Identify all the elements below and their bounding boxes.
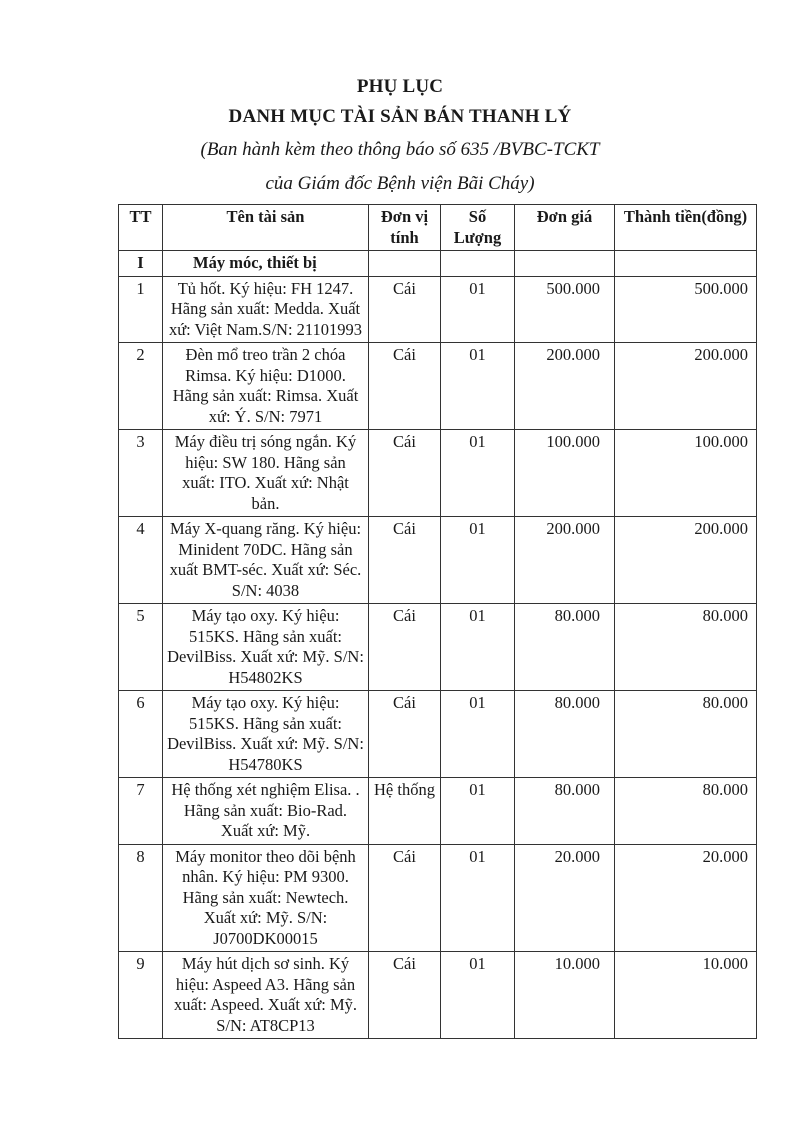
cell-name: Máy điều trị sóng ngắn. Ký hiệu: SW 180. Hãng sản xuất: ITO. Xuất xứ: Nhật bản. [163,430,369,517]
table-row [119,517,757,604]
cell-qty: 01 [441,517,515,604]
cell-total: 500.000 [615,276,757,343]
group-name: Máy móc, thiết bị [163,251,369,277]
table-row [119,343,757,430]
cell-total: 80.000 [615,604,757,691]
cell-unit: Cái [369,430,441,517]
cell-name: Hệ thống xét nghiệm Elisa. . Hãng sản xuất: Bio-Rad. Xuất xứ: Mỹ. [163,778,369,845]
subtitle-line-2: của Giám đốc Bệnh viện Bãi Cháy) [265,173,535,194]
cell-total: 200.000 [615,517,757,604]
cell-total: 20.000 [615,844,757,952]
cell-name: Đèn mổ treo trần 2 chóa Rimsa. Ký hiệu: D1000. Hãng sản xuất: Rimsa. Xuất xứ: Ý. S/N: 7971 [163,343,369,430]
cell-price: 200.000 [515,517,615,604]
cell-price: 20.000 [515,844,615,952]
cell-tt: 8 [119,844,163,952]
table-row [119,844,757,952]
header-price: Đơn giá [515,205,615,251]
group-row [119,251,757,277]
appendix-title: PHỤ LỤC [356,76,444,97]
cell-qty: 01 [441,343,515,430]
cell-qty: 01 [441,952,515,1039]
cell-price: 500.000 [515,276,615,343]
cell-name: Máy tạo oxy. Ký hiệu: 515KS. Hãng sản xuất: DevilBiss. Xuất xứ: Mỹ. S/N: H54802KS [163,604,369,691]
list-title: DANH MỤC TÀI SẢN BÁN THANH LÝ [228,106,572,127]
cell-unit: Cái [369,952,441,1039]
cell-price: 80.000 [515,691,615,778]
table-row [119,276,757,343]
cell-qty: 01 [441,276,515,343]
cell-total: 100.000 [615,430,757,517]
cell-price: 80.000 [515,604,615,691]
cell-name: Máy X-quang răng. Ký hiệu: Minident 70DC. Hãng sản xuất BMT-séc. Xuất xứ: Séc. S/N: 4038 [163,517,369,604]
cell-name: Máy tạo oxy. Ký hiệu: 515KS. Hãng sản xuất: DevilBiss. Xuất xứ: Mỹ. S/N: H54780KS [163,691,369,778]
cell-qty: 01 [441,691,515,778]
cell-tt: 6 [119,691,163,778]
cell-total: 80.000 [615,778,757,845]
cell-name: Máy monitor theo dõi bệnh nhân. Ký hiệu: PM 9300. Hãng sản xuất: Newtech. Xuất xứ: Mỹ. S/N: J0700DK00015 [163,844,369,952]
table-row [119,430,757,517]
cell-unit: Cái [369,343,441,430]
group-empty-cell [441,251,515,277]
cell-unit: Cái [369,517,441,604]
group-empty-cell [515,251,615,277]
cell-total: 10.000 [615,952,757,1039]
header-qty: Số Lượng [441,205,515,251]
group-tt: I [119,251,163,277]
cell-total: 200.000 [615,343,757,430]
cell-unit: Cái [369,276,441,343]
table-row [119,691,757,778]
cell-qty: 01 [441,430,515,517]
cell-qty: 01 [441,604,515,691]
cell-price: 10.000 [515,952,615,1039]
table-header-row [119,205,757,251]
cell-unit: Cái [369,691,441,778]
table-row [119,604,757,691]
cell-unit: Cái [369,844,441,952]
asset-table [118,204,757,1039]
header-total: Thành tiền(đồng) [615,205,757,251]
cell-tt: 3 [119,430,163,517]
cell-price: 100.000 [515,430,615,517]
cell-qty: 01 [441,844,515,952]
cell-tt: 9 [119,952,163,1039]
cell-price: 80.000 [515,778,615,845]
cell-tt: 5 [119,604,163,691]
header-unit: Đơn vị tính [369,205,441,251]
group-empty-cell [615,251,757,277]
cell-tt: 1 [119,276,163,343]
group-empty-cell [369,251,441,277]
cell-name: Máy hút dịch sơ sinh. Ký hiệu: Aspeed A3. Hãng sản xuất: Aspeed. Xuất xứ: Mỹ. S/N: AT8CP13 [163,952,369,1039]
cell-tt: 7 [119,778,163,845]
header-tt: TT [119,205,163,251]
table-row [119,952,757,1039]
cell-qty: 01 [441,778,515,845]
header-name: Tên tài sản [163,205,369,251]
cell-total: 80.000 [615,691,757,778]
cell-tt: 4 [119,517,163,604]
cell-price: 200.000 [515,343,615,430]
table-row [119,778,757,845]
cell-tt: 2 [119,343,163,430]
subtitle-line-1: (Ban hành kèm theo thông báo số 635 /BVBC-TCKT [200,139,600,160]
cell-unit: Cái [369,604,441,691]
cell-unit: Hệ thống [369,778,441,845]
cell-name: Tủ hốt. Ký hiệu: FH 1247. Hãng sản xuất: Medda. Xuất xứ: Việt Nam.S/N: 21101993 [163,276,369,343]
